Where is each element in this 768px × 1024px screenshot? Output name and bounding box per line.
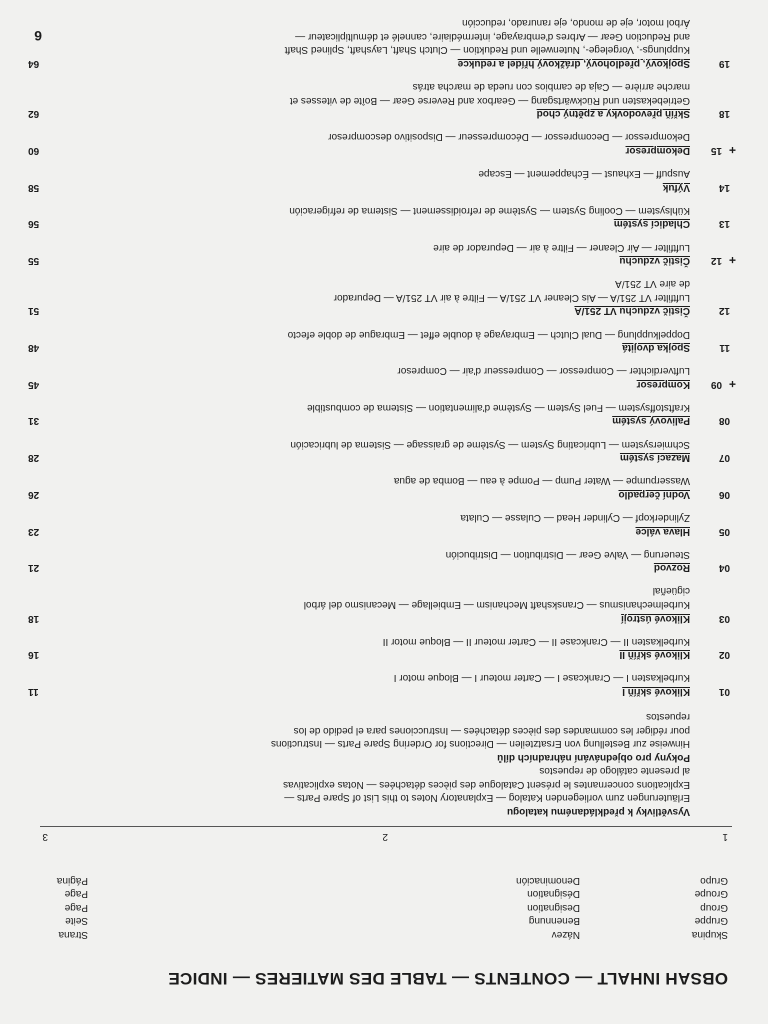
section-08 <box>28 399 734 426</box>
section-title: Palivový systém <box>612 415 690 427</box>
section-translation: Getriebekasten und Rückwärtsgang — Gearbox and Reverse Gear — Boîte de vitesses et <box>289 94 690 106</box>
page-title: OBSAH INHALT — CONTENTS — TABLE DES MATIERES — INDICE <box>168 969 728 988</box>
section-code: 01 <box>718 686 730 697</box>
section-title: Spojka dvojitá <box>622 342 690 354</box>
section-translation: Luftverdichter — Compressor — Compresseur d'air — Compresor <box>397 365 690 377</box>
section-translation: marche arrière — Caja de cambios con rueda de marcha atrás <box>412 81 690 93</box>
section-code: 18 <box>718 108 730 120</box>
section-page: 21 <box>28 562 40 574</box>
column-number-3: 3 <box>42 831 48 842</box>
section-title: Mazací systém <box>619 452 690 464</box>
section-page: 60 <box>28 145 40 156</box>
section-code: 12 <box>710 255 722 267</box>
section-07 <box>28 436 734 463</box>
section-title: Výfuk <box>662 181 690 193</box>
section-01 <box>28 670 734 697</box>
column-number-1: 1 <box>722 831 728 842</box>
column-number-2: 2 <box>382 831 388 842</box>
section-title: Klikové skříň II <box>619 649 690 661</box>
section-page: 16 <box>28 649 40 661</box>
header-designation-1: Benennung <box>528 915 580 927</box>
header-page-0: Strana <box>58 929 88 940</box>
section-18 <box>28 79 734 120</box>
section-code: 03 <box>718 612 730 624</box>
section-page: 64 <box>28 58 40 69</box>
header-divider <box>40 826 732 827</box>
section-13 <box>28 202 734 229</box>
section-translation: and Reduction Gear — Arbres d'embrayage, intermédiaire, cannelé et démultiplicateur — <box>295 30 690 42</box>
header-designation-4: Denominación <box>516 874 580 886</box>
section-page: 45 <box>28 378 40 390</box>
section-translation: Zylinderkopf — Cylinder Head — Culasse — Culata <box>460 512 690 524</box>
section-title: Vodní čerpadlo <box>618 488 690 500</box>
section-05 <box>28 509 734 536</box>
section-12-plus <box>28 239 734 266</box>
section-translation: de aire VT 251/A <box>615 278 690 290</box>
section-translation: Kühlsystem — Cooling System — Système de refroidissement — Sistema de refrigeración <box>289 204 690 216</box>
section-page: 56 <box>28 218 40 230</box>
section-title: Hlava válce <box>635 525 690 537</box>
intro-line-5: Hinweise zur Bestellung von Ersatzteilen — Directions for Ordering Spare Parts — Instructions <box>270 738 690 750</box>
section-translation: Kurbelmechanismus — Cranskshaft Mechanism — Embiellage — Mecanismo del árbol <box>303 599 690 611</box>
section-page: 28 <box>28 452 40 464</box>
intro-line-1: Erläuterungen zum vorliegenden Katalog — Explanatory Notes to this List of Spare Parts — <box>284 792 690 804</box>
section-title: Dekompresor <box>625 145 690 156</box>
section-page: 18 <box>28 612 40 624</box>
section-code: 09 <box>710 378 722 390</box>
section-02 <box>28 633 734 660</box>
intro-line-7: repuestos <box>646 711 690 723</box>
header-group-3: Groupe <box>694 888 728 900</box>
section-14 <box>28 166 734 193</box>
section-04 <box>28 546 734 573</box>
section-translation: Kupplungs-, Vorgelege-, Nutenwelle und Reduktion — Clutch Shaft, Layshaft, Splined Shaft <box>284 44 690 56</box>
section-19 <box>28 15 734 69</box>
section-code: 11 <box>719 342 730 354</box>
header-designation-2: Designation <box>527 901 580 913</box>
header-group-2: Group <box>700 901 728 913</box>
section-translation: Kurbelkasten I — Crankcase I — Carter moteur I — Bloque motor I <box>393 672 690 684</box>
section-page: 26 <box>28 488 40 500</box>
section-title: Klikové skříň I <box>622 686 690 697</box>
section-translation: Wasserpumpe — Water Pump — Pompe à eau — Bomba de agua <box>393 475 690 487</box>
section-plus-mark: + <box>728 143 736 157</box>
section-code: 13 <box>718 218 730 230</box>
section-translation: cigüeñal <box>652 585 690 597</box>
section-code: 15 <box>710 145 722 156</box>
header-group-0: Skupina <box>691 929 728 940</box>
section-translation: Árbol motor, eje de mondo, eje ranurado, reducción <box>462 17 690 29</box>
section-translation: Auspuff — Exhaust — Échappement — Escape <box>478 168 690 180</box>
section-12 <box>28 276 734 317</box>
section-03 <box>28 583 734 624</box>
section-code: 07 <box>718 452 730 464</box>
section-plus-mark: + <box>728 376 736 391</box>
section-title: Skříň převodovky a zpětný chod <box>536 108 690 120</box>
section-code: 04 <box>718 562 730 574</box>
section-15-plus <box>28 129 734 156</box>
header-designation-3: Désignation <box>527 888 580 900</box>
section-title: Chladicí systém <box>613 218 690 230</box>
section-code: 08 <box>718 415 730 427</box>
section-translation: Schmiersystem — Lubricating System — Système de graissage — Sistema de lubricación <box>290 438 690 450</box>
section-translation: Dekompressor — Decompressor — Décompresseur — Dispositivo descompresor <box>328 131 690 143</box>
section-06 <box>28 473 734 500</box>
section-plus-mark: + <box>728 253 736 268</box>
header-designation-0: Název <box>551 929 580 940</box>
section-page: 58 <box>28 181 40 193</box>
intro-line-4: Pokyny pro objednávání náhradních dílů <box>497 752 690 763</box>
section-09-plus <box>28 363 734 390</box>
header-page-1: Seite <box>65 915 88 927</box>
section-page: 23 <box>28 525 40 537</box>
intro-line-2: Explications concernantes le présent Catalogue des pièces détachées — Notas explicativas <box>283 779 690 790</box>
header-page-2: Page <box>64 901 88 913</box>
header-group-4: Grupo <box>700 874 728 886</box>
section-page: 62 <box>28 108 40 120</box>
section-11 <box>28 326 734 353</box>
section-title: Čistič vzduchu VT 251/A <box>574 305 690 317</box>
section-translation: Luftfilter VT 251/A — Ais Cleaner VT 251/A — Filtre à air VT 251/A — Depurador <box>333 291 690 303</box>
section-code: 02 <box>718 649 730 661</box>
intro-line-0: Vysvětlivky k předkládanému katalogu <box>506 806 690 817</box>
section-page: 31 <box>28 415 40 427</box>
section-code: 19 <box>718 58 730 69</box>
section-code: 06 <box>718 488 730 500</box>
intro-line-6: pour rédiger les commandes des pièces détachées — Instrucciones para el pedido de los <box>293 725 690 736</box>
header-page-4: Página <box>56 874 88 886</box>
section-page: 11 <box>28 686 39 697</box>
section-title: Čistič vzduchu <box>619 255 690 267</box>
section-page: 48 <box>28 342 40 354</box>
section-page: 55 <box>28 255 40 267</box>
page-number: 6 <box>34 28 42 44</box>
section-title: Kompresor <box>636 378 690 390</box>
section-translation: Doppelkupplung — Dual Clutch — Embrayage à double effet — Embrague de doble efecto <box>287 328 690 340</box>
section-code: 05 <box>718 525 730 537</box>
intro-line-3: al presente catálogo de repuestos <box>539 765 690 777</box>
header-page-3: Page <box>64 888 88 900</box>
section-code: 12 <box>718 305 730 317</box>
section-translation: Kraftstoffsystem — Fuel System — Système d'alimentation — Sistema de combustible <box>307 401 690 413</box>
section-translation: Luftfilter — Air Cleaner — Filtre à air — Depurador de aire <box>433 241 690 253</box>
section-translation: Kurbelkasten II — Crankcase II — Carter moteur II — Bloque motor II <box>382 635 690 647</box>
header-group-1: Gruppe <box>694 915 728 927</box>
section-title: Klikové ústrojí <box>621 612 690 624</box>
section-page: 51 <box>28 305 40 317</box>
section-translation: Steuerung — Valve Gear — Distribution — Distribución <box>445 548 690 560</box>
section-title: Spojkový, předlohový, drážkový hřídel a redukce <box>457 58 690 69</box>
section-title: Rozvod <box>653 562 690 574</box>
section-code: 14 <box>718 181 730 193</box>
